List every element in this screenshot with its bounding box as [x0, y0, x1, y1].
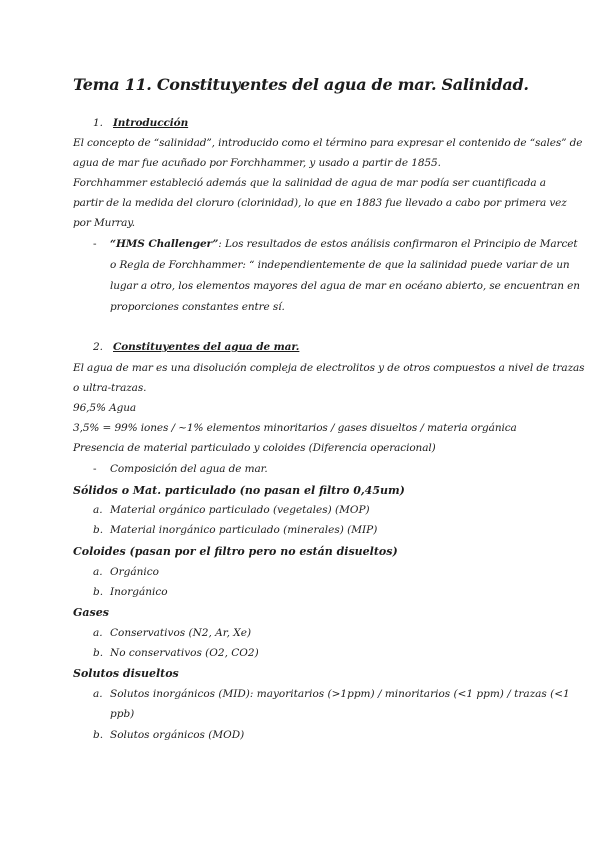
paragraph-line: o ultra-trazas. — [73, 382, 147, 394]
section-title: Introducción — [113, 117, 189, 129]
bullet-bold-label: “HMS Challenger” — [110, 238, 219, 250]
bullet-line: Composición del agua de mar. — [110, 463, 268, 475]
list-item: Solutos inorgánicos (MID): mayoritarios (>1ppm) / minoritarios (<1 ppm) / trazas (<1 — [110, 688, 570, 700]
section-title: Constituyentes del agua de mar. — [113, 341, 300, 353]
paragraph-line: 96,5% Agua — [73, 402, 137, 414]
list-item: Orgánico — [110, 566, 159, 578]
list-item-marker: b. — [93, 586, 104, 598]
group-heading: Solutos disueltos — [73, 667, 179, 680]
bullet-line: lugar a otro, los elementos mayores del agua de mar en océano abierto, se encuentran en — [110, 280, 580, 292]
list-item: Material inorgánico particulado (minerales) (MIP) — [110, 524, 378, 536]
section-number: 1. — [93, 117, 103, 129]
list-item-marker: b. — [93, 729, 104, 741]
paragraph-line: 3,5% = 99% iones / ~1% elementos minoritarios / gases disueltos / materia orgánica — [73, 422, 517, 434]
list-item-marker: a. — [93, 627, 103, 639]
section-number: 2. — [93, 341, 103, 353]
list-item: Conservativos (N2, Ar, Xe) — [110, 627, 252, 639]
list-item-marker: b. — [93, 524, 104, 536]
list-item-marker: a. — [93, 504, 103, 516]
group-heading: Sólidos o Mat. particulado (no pasan el filtro 0,45um) — [73, 484, 405, 497]
list-item: Material orgánico particulado (vegetales) (MOP) — [110, 504, 370, 516]
list-item: Solutos orgánicos (MOD) — [110, 729, 245, 741]
list-item-marker: a. — [93, 688, 103, 700]
bullet-line — [110, 238, 578, 250]
paragraph-line: partir de la medida del cloruro (clorinidad), lo que en 1883 fue llevado a cabo por primera vez — [73, 197, 567, 209]
list-item-marker: a. — [93, 566, 103, 578]
bullet-line: proporciones constantes entre sí. — [110, 301, 285, 313]
list-item: Inorgánico — [110, 586, 168, 598]
section-1-heading — [93, 117, 188, 129]
page-title: Tema 11. Constituyentes del agua de mar. Salinidad. — [73, 75, 529, 94]
bullet-text: : Los resultados de estos análisis confirmaron el Principio de Marcet — [218, 238, 578, 250]
list-item: No conservativos (O2, CO2) — [110, 647, 259, 659]
paragraph-line: agua de mar fue acuñado por Forchhammer, y usado a partir de 1855. — [73, 157, 441, 169]
paragraph-line: El agua de mar es una disolución compleja de electrolitos y de otros compuestos a nivel de trazas — [73, 362, 585, 374]
group-heading: Gases — [73, 606, 109, 619]
paragraph-line: por Murray. — [73, 217, 135, 229]
list-item-marker: b. — [93, 647, 104, 659]
section-2-heading — [93, 341, 299, 353]
paragraph-line: Forchhammer estableció además que la salinidad de agua de mar podía ser cuantificada a — [73, 177, 546, 189]
bullet-line: o Regla de Forchhammer: “ independientemente de que la salinidad puede variar de un — [110, 259, 570, 271]
bullet-dash: - — [93, 238, 97, 250]
bullet-dash: - — [93, 463, 97, 475]
list-item-continuation: ppb) — [110, 708, 135, 720]
group-heading: Coloides (pasan por el filtro pero no están disueltos) — [73, 545, 398, 558]
paragraph-line: El concepto de “salinidad”, introducido como el término para expresar el contenido de “sales” de — [73, 137, 583, 149]
paragraph-line: Presencia de material particulado y coloides (Diferencia operacional) — [73, 442, 436, 454]
